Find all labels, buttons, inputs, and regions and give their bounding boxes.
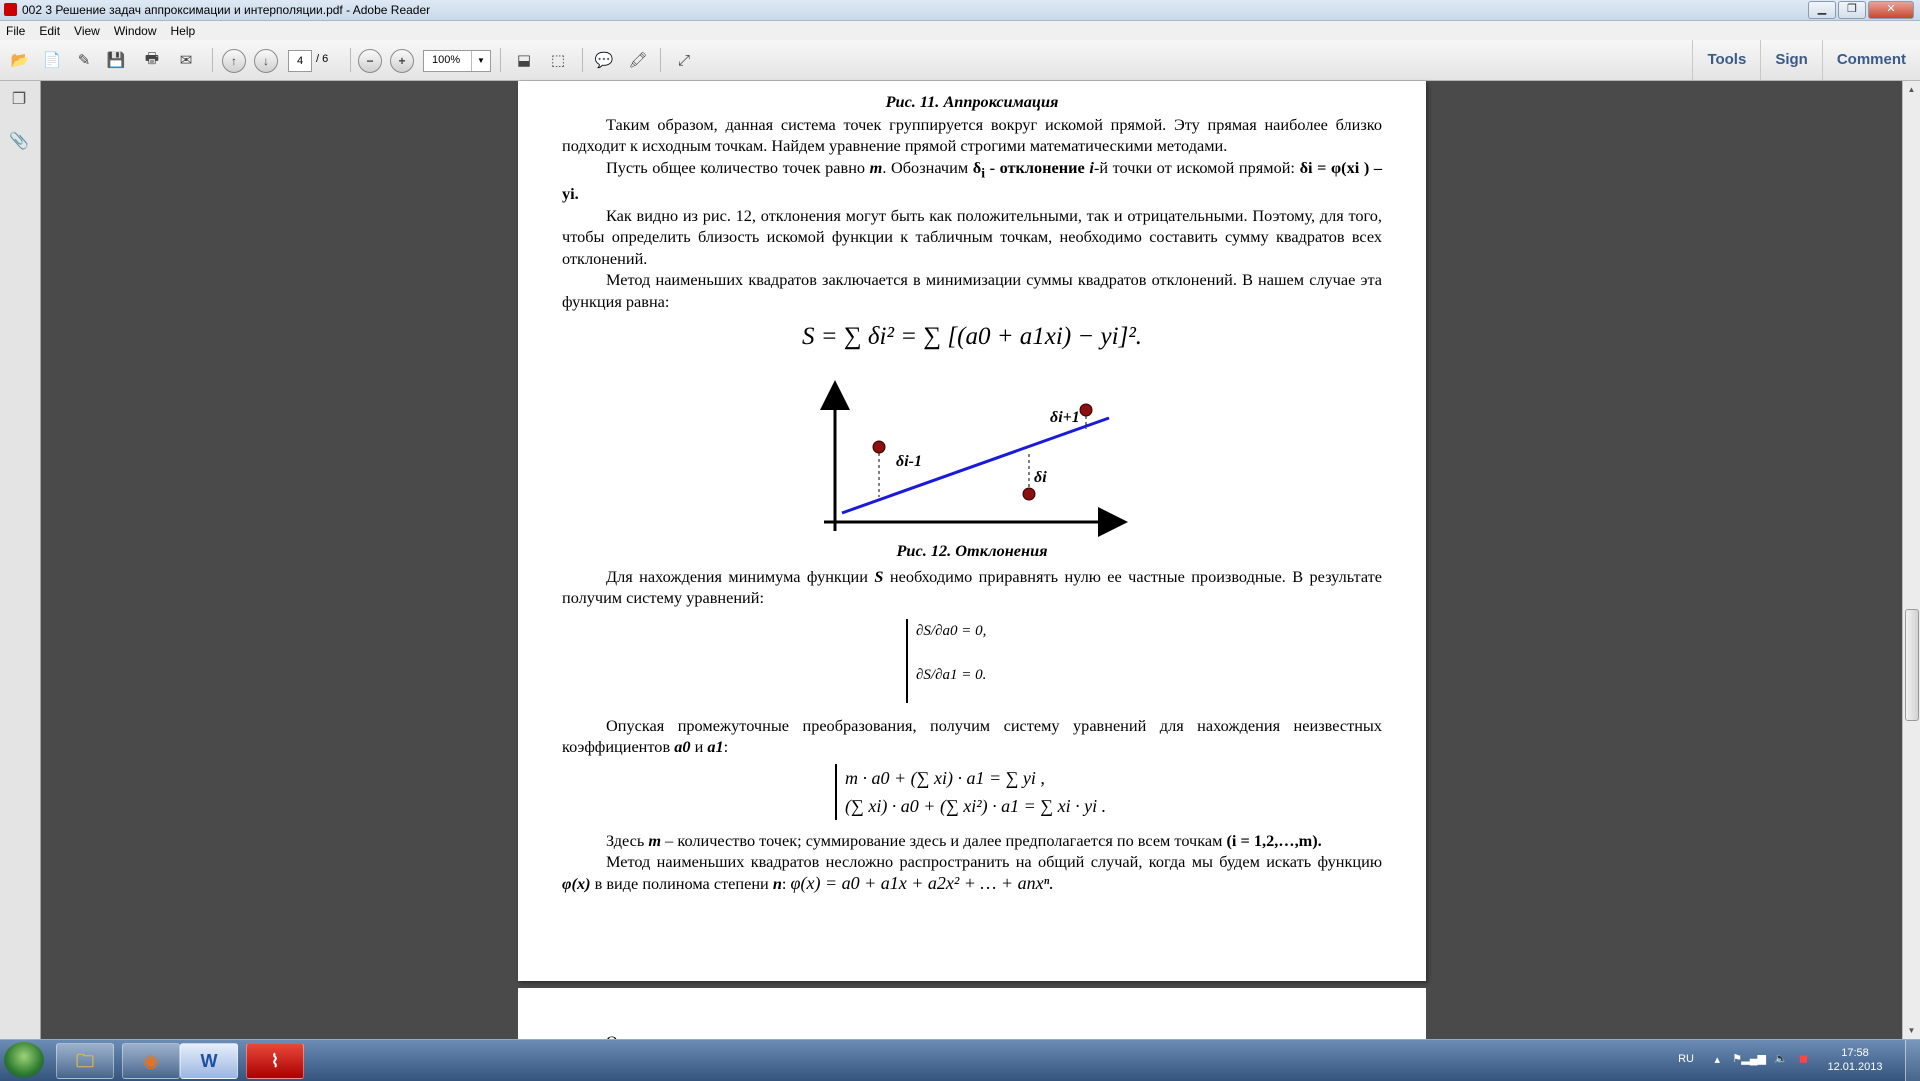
window-title: 002 3 Решение задач аппроксимации и интерполяции.pdf - Adobe Reader [22,3,431,17]
equation-dS-da1: ∂S/∂a1 = 0. [916,666,987,683]
paragraph-5: Для нахождения минимума функции S необходимо приравнять нулю ее частные производные. В результате получим систему уравнений: [562,566,1382,608]
clock[interactable] [1820,1046,1890,1074]
paragraph-8: Метод наименьших квадратов несложно распространить на общий случай, когда мы будем искать функцию φ(x) в виде полинома степени n: φ(x) = a0 + a1x + a2x² + … + anxⁿ. [562,852,1382,893]
zoom-out-button[interactable]: − [358,49,382,73]
explorer-taskbar-icon[interactable]: 🗀 [56,1043,114,1079]
word-taskbar-icon[interactable]: W [180,1043,238,1079]
show-desktop-button[interactable] [1905,1040,1920,1081]
start-button[interactable] [4,1042,44,1078]
scroll-thumb[interactable] [1905,609,1919,721]
page-thumbnails-icon[interactable]: ❐ [11,91,27,108]
print-icon[interactable]: 🖶 [144,49,160,67]
approximating-line [842,418,1109,513]
flag-icon[interactable]: ⚑ [1732,1053,1742,1065]
email-icon[interactable]: ✉ [179,52,193,69]
fit-width-icon[interactable]: ⬚ [550,52,566,69]
document-content [562,81,1382,894]
paragraph-6: Опуская промежуточные преобразования, получим систему уравнений для нахождения неизвестных коэффициентов a0 и a1: [562,715,1382,757]
create-pdf-icon[interactable]: 📄 [42,52,62,69]
zoom-select[interactable] [423,50,491,72]
sign-button[interactable]: Sign [1760,40,1822,80]
toolbar [0,40,1920,81]
network-icon[interactable]: ▂▄▆ [1741,1053,1766,1065]
chevron-up-icon[interactable]: ▴ [1714,1054,1720,1066]
minimize-button[interactable]: ▁ [1808,1,1836,19]
close-button[interactable]: ✕ [1868,1,1914,19]
paragraph-7: Здесь m – количество точек; суммирование здесь и далее предполагается по всем точкам (i = 1,2,…,m). [606,830,1322,850]
next-page-button[interactable]: ↓ [254,49,278,73]
previous-page-button[interactable]: ↑ [222,49,246,73]
tools-button[interactable]: Tools [1692,40,1760,80]
scroll-up-icon[interactable]: ▲ [1907,85,1916,94]
language-indicator[interactable]: RU [1678,1053,1694,1065]
chevron-down-icon[interactable]: ▼ [471,51,490,71]
zoom-value: 100% [432,54,461,66]
system-normal-equations [835,764,1382,820]
paragraph-2: Пусть общее количество точек равно m. Обозначим $\delta_i$ - отклонение i-й точки от искомой прямой: δi = φ(xi ) – yi. [562,157,1383,204]
menu-window[interactable]: Window [113,23,157,38]
figure-11-caption: Рис. 11. Аппроксимация [885,92,1059,111]
menu-edit[interactable]: Edit [39,23,61,38]
navigation-panel [0,81,41,1039]
adobe-reader-icon [4,3,17,16]
menu-view[interactable]: View [74,23,100,38]
zoom-in-button[interactable]: + [390,49,414,73]
taskbar [0,1039,1920,1081]
comment-button[interactable]: Comment [1822,40,1920,80]
normal-equation-1: m · a0 + (∑ xi) · a1 = ∑ yi , [845,767,1045,788]
expand-icon[interactable]: ⤢ [677,51,690,69]
scroll-down-icon[interactable]: ▼ [1907,1026,1916,1035]
maximize-button[interactable]: ❐ [1838,1,1866,19]
comment-bubble-icon[interactable]: 💬 [594,52,614,69]
menu-file[interactable]: File [6,23,26,38]
adobe-reader-taskbar-icon[interactable]: ⌇ [246,1043,304,1079]
menu-bar [0,21,1920,40]
clock-date: 12.01.2013 [1827,1061,1883,1073]
label-delta-i-plus-1: δi+1 [1050,409,1080,427]
page-number-input[interactable]: 4 [288,50,312,72]
system-partial-derivatives [906,619,1382,703]
paragraph-4: Метод наименьших квадратов заключается в минимизации суммы квадратов отклонений. В нашем случае эта функция равна: [562,270,1382,311]
equation-dS-da0: ∂S/∂a0 = 0, [916,622,987,639]
volume-icon[interactable]: 🔈 [1774,1053,1788,1065]
save-icon[interactable]: 💾 [106,52,126,69]
attachments-icon[interactable]: 📎 [9,133,29,150]
paragraph-1: Таким образом, данная система точек группируется вокруг искомой прямой. Эту прямая наиболее близко подходит к исходным точкам. Найдем уравнение прямой строгими математическими методами. [562,114,1382,155]
data-point-i-plus-1 [1080,404,1092,416]
normal-equation-2: (∑ xi) · a0 + (∑ xi²) · a1 = ∑ xi · yi . [845,795,1107,816]
clock-time: 17:58 [1841,1047,1869,1059]
data-point-i-minus-1 [873,441,885,453]
firefox-taskbar-icon[interactable]: ◉ [122,1043,180,1079]
page-total: / 6 [316,53,329,65]
data-point-i [1023,488,1035,500]
menu-help[interactable]: Help [170,23,196,38]
vertical-scrollbar[interactable] [1902,81,1920,1039]
pdf-page [518,81,1426,981]
paragraph-3: Как видно из рис. 12, отклонения могут быть как положительными, так и отрицательными. Поэтому, для того, чтобы определить близость искомой функции к табличным точкам, необходимо составить сумму квадратов всех отклонений. [562,205,1382,268]
label-delta-i: δi [1034,469,1047,487]
open-icon[interactable]: 📂 [10,52,30,69]
formula-sum-of-squares: S = ∑ δi² = ∑ [(a0 + a1xi) − yi]². [801,323,1143,351]
edit-icon[interactable]: ✎ [77,52,91,69]
highlight-icon[interactable]: 🖍 [628,52,648,69]
figure-12-caption: Рис. 12. Отклонения [896,541,1048,561]
fit-page-icon[interactable]: ⬓ [516,52,532,69]
adobe-tray-icon[interactable]: ◼ [1798,1053,1808,1065]
title-bar [0,0,1920,21]
figure-12-deviations [562,374,1382,544]
label-delta-i-minus-1: δi-1 [896,453,922,471]
